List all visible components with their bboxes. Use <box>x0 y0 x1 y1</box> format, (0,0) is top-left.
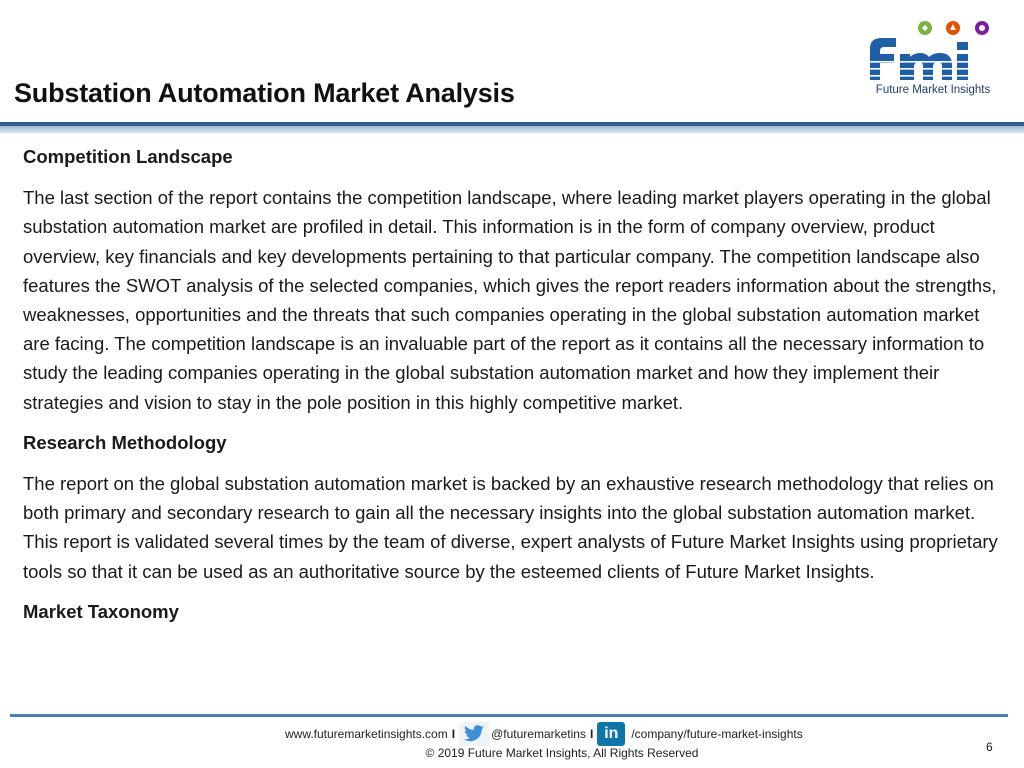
linkedin-link[interactable]: /company/future-market-insights <box>631 727 803 741</box>
footer-separator: I <box>451 727 456 741</box>
section-heading-competition: Competition Landscape <box>23 146 233 167</box>
section-body-methodology: The report on the global substation automation market is backed by an exhaustive research methodology that relies on both primary and secondary research to gain all the necessary insights into the global substation automation market. This report is validated several times by the team of diverse, expert analysts of Future Market Insights using proprietary tools so that it can be used as an authoritative source by the esteemed clients of Future Market Insights. <box>23 473 998 582</box>
linkedin-icon[interactable]: in <box>597 722 625 746</box>
logo-caption: Future Market Insights <box>875 84 991 96</box>
page-number: 6 <box>986 740 993 754</box>
section-heading-methodology: Research Methodology <box>23 431 227 453</box>
twitter-handle[interactable]: @futuremarketins <box>491 727 586 741</box>
footer-divider <box>10 714 1008 717</box>
footer-separator-2: I <box>589 727 594 741</box>
twitter-icon[interactable] <box>459 722 489 746</box>
website-link[interactable]: www.futuremarketinsights.com <box>285 727 448 741</box>
slide-title: Substation Automation Market Analysis <box>14 78 515 108</box>
header-divider <box>0 122 1024 133</box>
footer-links <box>285 722 803 746</box>
section-heading-taxonomy: Market Taxonomy <box>23 600 179 622</box>
copyright-notice: © 2019 Future Market Insights, All Rights Reserved <box>425 746 699 760</box>
section-body-competition: The last section of the report contains the competition landscape, where leading market players operating in the global substation automation market are profiled in detail. This information is in the form of company overview, product overview, key financials and key developments pertaining to that particular company. The competition landscape also features the SWOT analysis of the selected companies, which gives the report readers information about the strengths, weaknesses, opportunities and the threats that such companies operating in the global substation automation market are facing. The competition landscape is an invaluable part of the report as it contains all the necessary information to study the leading companies operating in the global substation automation market and how they implement their strategies and vision to stay in the pole position in this highly competitive market. <box>23 187 997 413</box>
slide-content <box>23 142 1003 638</box>
